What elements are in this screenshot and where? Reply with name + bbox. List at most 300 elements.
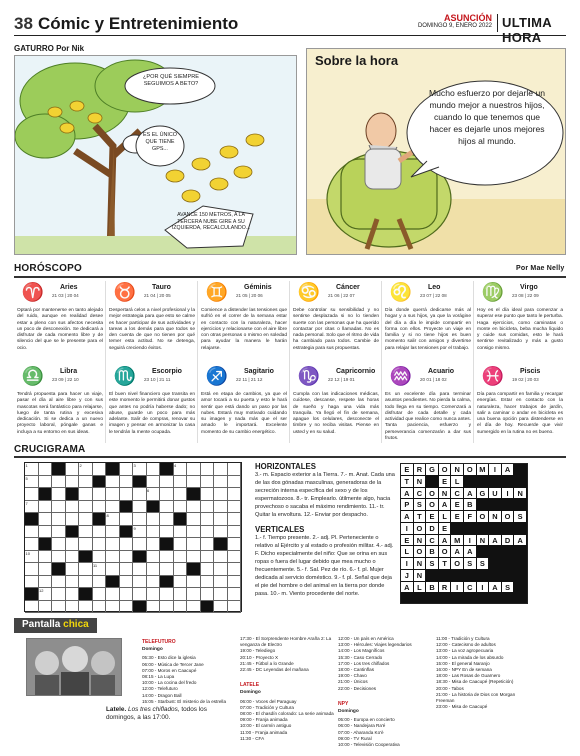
crossword-cell[interactable] bbox=[147, 563, 161, 576]
crossword-cell[interactable] bbox=[106, 538, 120, 551]
clue-number: 11 bbox=[93, 563, 98, 568]
crossword-cell[interactable] bbox=[214, 563, 228, 576]
solution-cell: N bbox=[514, 488, 527, 500]
crossword-cell[interactable] bbox=[52, 501, 66, 514]
crossword-cell[interactable] bbox=[174, 501, 188, 514]
crossword-cell[interactable] bbox=[52, 576, 66, 589]
crossword-cell[interactable] bbox=[214, 588, 228, 601]
program-listing: 07:00 - Aharanda Ko'è bbox=[338, 729, 384, 735]
crossword-cell[interactable] bbox=[201, 488, 215, 501]
crossword-cell[interactable] bbox=[160, 513, 174, 526]
crossword-grid[interactable] bbox=[24, 462, 242, 612]
solution-cell bbox=[514, 558, 527, 570]
solution-cell: O bbox=[426, 499, 439, 511]
crossword-cell[interactable] bbox=[93, 538, 107, 551]
solution-cell: A bbox=[464, 546, 477, 558]
crossword-cell[interactable] bbox=[93, 463, 107, 476]
crossword-cell[interactable] bbox=[106, 488, 120, 501]
solution-cell bbox=[477, 570, 490, 582]
crossword-cell[interactable] bbox=[147, 513, 161, 526]
crossword-cell[interactable] bbox=[106, 563, 120, 576]
program-listing: 18:30 - Misa de Caacupé (Repetición) bbox=[436, 679, 514, 685]
program-listing: 10:00 - Televisión Cooperativa bbox=[338, 742, 400, 748]
solution-cell: M bbox=[451, 535, 464, 547]
crossword-cell[interactable] bbox=[214, 601, 228, 614]
archer-icon: ♐ bbox=[205, 366, 229, 386]
caption-show: Los tres chiflados, bbox=[128, 706, 180, 713]
crossword-cell[interactable] bbox=[214, 513, 228, 526]
crossword-cell[interactable] bbox=[174, 576, 188, 589]
maiden-icon: ♍ bbox=[481, 282, 505, 302]
crossword-cell[interactable] bbox=[214, 476, 228, 489]
solution-cell: A bbox=[439, 535, 452, 547]
crossword-cell[interactable] bbox=[147, 588, 161, 601]
crossword-cell[interactable] bbox=[147, 526, 161, 539]
crossword-cell bbox=[160, 576, 174, 589]
crossword-cell[interactable] bbox=[25, 501, 39, 514]
program-listing: 05:30 - Esto dice la iglesia bbox=[142, 655, 196, 661]
crossword-cell[interactable] bbox=[39, 588, 53, 601]
solution-cell: C bbox=[426, 535, 439, 547]
tv-photo bbox=[26, 638, 122, 696]
fish-icon: ♓ bbox=[481, 366, 505, 386]
sign-text: Despertará celos a nivel profesional y la mejor estrategia para que esto se calme es hacer participar de sus actividades y tareas a los demás para que todos se den cuenta de que no tienen por qué temer esta actitud. No se detenga, seguirá creciendo éxitos. bbox=[109, 308, 195, 351]
crossword-cell[interactable] bbox=[39, 476, 53, 489]
crossword-cell[interactable] bbox=[120, 588, 134, 601]
solution-cell: E bbox=[401, 464, 414, 476]
crossword-cell[interactable] bbox=[79, 476, 93, 489]
crossword-cell[interactable] bbox=[201, 588, 215, 601]
clue-number: 2 bbox=[79, 463, 82, 468]
gaturro-comic bbox=[14, 55, 297, 255]
crossword-cell[interactable] bbox=[66, 551, 80, 564]
schedule-day: Domingo bbox=[240, 690, 261, 696]
solution-cell: C bbox=[414, 488, 427, 500]
solution-cell: E bbox=[439, 523, 452, 535]
crossword-cell[interactable] bbox=[93, 488, 107, 501]
crossword-cell[interactable] bbox=[174, 488, 188, 501]
crossword-cell bbox=[160, 463, 177, 476]
program-listing: 15:00 - El general Naranjo bbox=[436, 660, 490, 666]
crossword-cell[interactable] bbox=[201, 576, 215, 589]
program-listing: 13:00 - Hércules: Viajes legendarios bbox=[338, 642, 412, 648]
crossword-cell[interactable] bbox=[187, 551, 201, 564]
crossword-cell[interactable] bbox=[133, 488, 150, 501]
clue-number: 10 bbox=[25, 550, 30, 556]
crossword-cell bbox=[52, 563, 66, 576]
crossword-cell[interactable] bbox=[39, 551, 53, 564]
crossword-cell[interactable] bbox=[79, 563, 93, 576]
program-listing: 10:00 - El carmín antiguo bbox=[240, 723, 292, 729]
solution-cell bbox=[489, 476, 502, 488]
crossword-cell[interactable] bbox=[79, 501, 93, 514]
clue-number: 4 bbox=[174, 463, 177, 468]
goat-icon: ♑ bbox=[297, 366, 321, 386]
crossword-cell[interactable] bbox=[120, 463, 134, 476]
crossword-cell[interactable] bbox=[25, 601, 39, 614]
tv-label-1: Pantalla bbox=[22, 619, 61, 630]
solution-cell: A bbox=[514, 535, 527, 547]
tv-photo-caption bbox=[106, 706, 220, 722]
solution-cell: N bbox=[477, 535, 490, 547]
solution-cell: A bbox=[401, 582, 414, 594]
schedule-day: Domingo bbox=[142, 647, 163, 653]
crossword-cell[interactable] bbox=[228, 538, 242, 551]
solution-cell: A bbox=[502, 464, 515, 476]
crossword-cell[interactable] bbox=[66, 588, 80, 601]
solution-cell: E bbox=[426, 511, 439, 523]
crossword-cell[interactable] bbox=[120, 551, 134, 564]
crossword-cell[interactable] bbox=[93, 551, 107, 564]
solution-cell: A bbox=[489, 535, 502, 547]
crossword-cell[interactable] bbox=[66, 463, 80, 476]
program-listing: 14:00 - La mirada de los absurdo bbox=[436, 654, 504, 660]
crossword-cell[interactable] bbox=[66, 501, 80, 514]
crossword-cell[interactable] bbox=[228, 526, 242, 539]
crossword-cell[interactable] bbox=[52, 526, 66, 539]
crossword-cell[interactable] bbox=[228, 513, 242, 526]
solution-cell: L bbox=[439, 511, 452, 523]
crossword-cell[interactable] bbox=[93, 601, 107, 614]
program-listing: 18:00 - Cantinflas bbox=[338, 667, 375, 673]
crossword-cell[interactable] bbox=[52, 601, 66, 614]
crossword-cell[interactable] bbox=[147, 601, 161, 614]
crossword-cell[interactable] bbox=[133, 538, 147, 551]
solution-cell: O bbox=[414, 546, 427, 558]
sign-name: Escorpio bbox=[152, 368, 182, 375]
crossword-cell[interactable] bbox=[106, 601, 120, 614]
crossword-cell[interactable] bbox=[120, 601, 134, 614]
solution-cell: N bbox=[414, 558, 427, 570]
crossword-cell[interactable] bbox=[147, 488, 161, 501]
crossword-cell bbox=[214, 538, 228, 551]
crossword-cell[interactable] bbox=[52, 488, 66, 501]
crossword-cell[interactable] bbox=[39, 513, 53, 526]
crossword-cell[interactable] bbox=[160, 488, 174, 501]
solution-cell: A bbox=[489, 582, 502, 594]
crossword-solution bbox=[400, 463, 528, 604]
solution-cell: C bbox=[451, 488, 464, 500]
crossword-cell[interactable] bbox=[79, 488, 93, 501]
crossword-cell[interactable] bbox=[52, 513, 66, 526]
crossword-cell[interactable] bbox=[66, 576, 80, 589]
crossword-cell bbox=[39, 538, 53, 551]
crossword-cell[interactable] bbox=[147, 463, 161, 476]
program-listing: 21:00 - Únicos bbox=[338, 679, 368, 685]
program-listing: 09:00 - TV Rural bbox=[338, 735, 372, 741]
crossword-cell bbox=[66, 526, 80, 539]
crossword-cell[interactable] bbox=[66, 538, 80, 551]
solution-cell bbox=[426, 476, 439, 488]
crossword-cell[interactable] bbox=[93, 576, 107, 589]
crossword-cell[interactable] bbox=[52, 588, 66, 601]
clue-number: 7 bbox=[25, 500, 28, 506]
program-listing: 06:00 - Voces del Paraguay bbox=[240, 698, 297, 704]
horizontales-heading: HORIZONTALES bbox=[255, 462, 316, 471]
solution-cell: F bbox=[464, 511, 477, 523]
crossword-cell[interactable] bbox=[133, 513, 147, 526]
column-divider bbox=[473, 281, 474, 443]
crossword-cell[interactable] bbox=[214, 463, 228, 476]
sign-dates: 23 07 | 22 08 bbox=[420, 293, 447, 298]
crossword-cell[interactable] bbox=[187, 588, 201, 601]
crossword-cell[interactable] bbox=[160, 551, 174, 564]
solution-cell: R bbox=[414, 464, 427, 476]
sign-name: Capricornio bbox=[336, 368, 376, 375]
crossword-cell[interactable] bbox=[25, 488, 39, 501]
crossword-cell[interactable] bbox=[39, 463, 53, 476]
crossword-cell[interactable] bbox=[147, 576, 161, 589]
brand-city: ASUNCIÓN bbox=[443, 13, 492, 23]
crossword-cell[interactable] bbox=[106, 476, 120, 489]
crossword-cell[interactable] bbox=[52, 538, 66, 551]
solution-cell bbox=[514, 499, 527, 511]
sign-dates: 19 02 | 20 03 bbox=[512, 377, 539, 382]
sign-name: Acuario bbox=[428, 368, 455, 375]
crossword-cell[interactable] bbox=[160, 601, 174, 614]
section-title: Cómic y Entretenimiento bbox=[38, 14, 239, 33]
crossword-cell[interactable] bbox=[147, 476, 161, 489]
crossword-cell[interactable] bbox=[187, 513, 201, 526]
program-listing: 14:00 - Dragon Ball bbox=[142, 692, 182, 698]
comic-title: Sobre la hora bbox=[315, 53, 399, 68]
program-listing: 15:30 - Caso Cerrado bbox=[338, 654, 383, 660]
sign-text: Cumpla con las indicaciones médicas, cuídese, descanse, respete las horas de sueño y haga una vida más tranquila. Ya llegó el fin de semana, apague los celulares, desconecte el timbre y no reciba visitas. Piense en usted y en su salud. bbox=[293, 392, 379, 435]
crossword-cell[interactable] bbox=[39, 501, 53, 514]
crossword-cell[interactable] bbox=[106, 551, 120, 564]
crossword-cell[interactable] bbox=[25, 463, 39, 476]
solution-cell bbox=[464, 476, 477, 488]
crossword-cell[interactable] bbox=[93, 501, 107, 514]
solution-cell: E bbox=[439, 476, 452, 488]
solution-cell: N bbox=[451, 464, 464, 476]
crossword-cell[interactable] bbox=[120, 576, 134, 589]
crossword-cell[interactable] bbox=[187, 576, 201, 589]
solution-cell bbox=[451, 523, 464, 535]
crossword-cell[interactable] bbox=[174, 601, 188, 614]
crossword-cell[interactable] bbox=[106, 501, 120, 514]
crossword-cell[interactable] bbox=[201, 526, 215, 539]
crossword-cell[interactable] bbox=[120, 476, 134, 489]
solution-cell bbox=[477, 546, 490, 558]
crossword-cell[interactable] bbox=[174, 463, 188, 476]
crossword-cell[interactable] bbox=[228, 476, 242, 489]
solution-cell: B bbox=[426, 582, 439, 594]
crossword-cell bbox=[93, 476, 107, 489]
crossword-cell[interactable] bbox=[25, 563, 39, 576]
crossword-cell[interactable] bbox=[214, 551, 228, 564]
horoscope-byline: Por Mae Nelly bbox=[516, 265, 565, 272]
program-listing: 18:00 - Las Rosas de Guarnero bbox=[436, 673, 501, 679]
crossword-cell[interactable] bbox=[79, 601, 93, 614]
crossword-cell[interactable] bbox=[160, 526, 174, 539]
solution-cell bbox=[439, 570, 452, 582]
program-listing: 19:00 - Telediego bbox=[240, 648, 276, 654]
crossword-cell[interactable] bbox=[187, 601, 201, 614]
caption-time: todos los domingos, a las 17:00. bbox=[106, 706, 207, 721]
crossword-cell[interactable] bbox=[174, 476, 188, 489]
crossword-cell[interactable] bbox=[201, 513, 215, 526]
program-listing: 11:00 - Franja animada bbox=[240, 729, 288, 735]
solution-cell: S bbox=[514, 511, 527, 523]
crossword-cell[interactable] bbox=[174, 588, 188, 601]
crossword-cell[interactable] bbox=[66, 476, 80, 489]
crossword-cell[interactable] bbox=[187, 501, 201, 514]
crossword-cell[interactable] bbox=[120, 513, 134, 526]
crossword-cell[interactable] bbox=[39, 526, 53, 539]
crossword-cell[interactable] bbox=[39, 576, 53, 589]
crossword-cell[interactable] bbox=[52, 551, 66, 564]
crossword-cell[interactable] bbox=[120, 488, 134, 501]
crossword-cell[interactable] bbox=[39, 563, 53, 576]
crossword-cell[interactable] bbox=[66, 563, 80, 576]
program-listing: 19:00 - Chavo bbox=[338, 673, 367, 679]
clue-number: 3 bbox=[133, 463, 136, 468]
solution-cell: L bbox=[414, 582, 427, 594]
crossword-cell[interactable] bbox=[228, 488, 242, 501]
crossword-cell[interactable] bbox=[25, 576, 39, 589]
crossword-cell[interactable] bbox=[174, 526, 188, 539]
crossword-cell[interactable] bbox=[201, 463, 215, 476]
solution-cell: O bbox=[464, 464, 477, 476]
crossword-cell[interactable] bbox=[201, 501, 215, 514]
program-listing: 16:00 - NPY En de semana bbox=[436, 667, 492, 673]
program-listing: 10:00 - La cocina del fredo bbox=[142, 680, 197, 686]
clue-number: 5 bbox=[25, 475, 28, 481]
crossword-cell[interactable] bbox=[133, 501, 147, 514]
solution-cell bbox=[489, 523, 502, 535]
crossword-cell[interactable] bbox=[147, 538, 161, 551]
crossword-cell[interactable] bbox=[228, 501, 242, 514]
solution-cell bbox=[502, 570, 515, 582]
solution-cell bbox=[502, 523, 515, 535]
solution-cell: I bbox=[477, 582, 490, 594]
crossword-cell[interactable] bbox=[228, 576, 242, 589]
crossword-cell[interactable] bbox=[39, 601, 53, 614]
program-listing: 23:00 - Misa de Caacupé bbox=[436, 704, 488, 710]
newspaper-name: ULTIMA HORA bbox=[502, 15, 552, 45]
twins-icon: ♊ bbox=[205, 282, 229, 302]
crossword-cell[interactable] bbox=[214, 501, 228, 514]
crossword-cell[interactable] bbox=[120, 563, 134, 576]
tv-schedule-column bbox=[338, 636, 432, 748]
crossword-cell[interactable] bbox=[66, 601, 80, 614]
crossword-cell[interactable] bbox=[133, 588, 147, 601]
solution-cell bbox=[502, 558, 515, 570]
crossword-cell[interactable] bbox=[25, 476, 39, 489]
sign-dates: 22 12 | 19 01 bbox=[328, 377, 355, 382]
crossword-cell[interactable] bbox=[201, 538, 215, 551]
crossword-cell[interactable] bbox=[133, 563, 147, 576]
crossword-cell[interactable] bbox=[201, 476, 215, 489]
crossword-cell[interactable] bbox=[147, 551, 161, 564]
crossword-cell[interactable] bbox=[66, 513, 80, 526]
crossword-cell[interactable] bbox=[228, 463, 242, 476]
crossword-cell[interactable] bbox=[79, 576, 93, 589]
crossword-cell[interactable] bbox=[228, 551, 242, 564]
sign-dates: 23 08 | 22 09 bbox=[512, 293, 539, 298]
crossword-cell[interactable] bbox=[160, 501, 174, 514]
crossword-cell[interactable] bbox=[79, 513, 93, 526]
solution-cell: B bbox=[426, 546, 439, 558]
column-divider bbox=[289, 281, 290, 443]
crossword-cell[interactable] bbox=[187, 538, 201, 551]
crossword-cell[interactable] bbox=[160, 588, 174, 601]
crossword-cell[interactable] bbox=[214, 576, 228, 589]
crossword-cell[interactable] bbox=[201, 563, 215, 576]
solution-cell bbox=[489, 546, 502, 558]
sign-name: Leo bbox=[428, 284, 441, 291]
crossword-cell[interactable] bbox=[79, 463, 93, 476]
three-stooges-photo bbox=[27, 639, 122, 696]
solution-cell: P bbox=[401, 499, 414, 511]
tv-schedule bbox=[14, 618, 566, 746]
tv-section-label bbox=[14, 618, 97, 633]
crossword-cell[interactable] bbox=[93, 563, 107, 576]
crossword-cell[interactable] bbox=[228, 601, 242, 614]
crossword-cell[interactable] bbox=[133, 463, 147, 476]
crossword-cell[interactable] bbox=[25, 526, 39, 539]
crossword-cell[interactable] bbox=[160, 476, 174, 489]
solution-cell bbox=[451, 570, 464, 582]
crossword-cell bbox=[106, 576, 120, 589]
program-listing: 09:00 - Franja animada bbox=[240, 717, 288, 723]
crossword-cell[interactable] bbox=[187, 476, 201, 489]
crossword-cell[interactable] bbox=[174, 563, 188, 576]
crossword-cell[interactable] bbox=[120, 538, 134, 551]
solution-cell: S bbox=[477, 558, 490, 570]
program-listing: 21:00 - La historia de Dios con Morgan Freeman bbox=[436, 691, 516, 704]
clue-number: 1 bbox=[25, 463, 28, 468]
crossword-cell[interactable] bbox=[25, 551, 39, 564]
crossword-cell[interactable] bbox=[133, 576, 147, 589]
crossword-cell[interactable] bbox=[228, 588, 242, 601]
crossword-cell[interactable] bbox=[160, 563, 174, 576]
solution-cell: O bbox=[439, 546, 452, 558]
crossword-cell[interactable] bbox=[174, 551, 188, 564]
solution-cell bbox=[502, 499, 515, 511]
page-header bbox=[14, 12, 566, 45]
crossword-cell[interactable] bbox=[93, 526, 107, 539]
crossword-cell bbox=[187, 563, 201, 576]
clue-number: 12 bbox=[39, 588, 44, 593]
crossword-cell[interactable] bbox=[214, 526, 228, 539]
crossword-cell[interactable] bbox=[187, 463, 201, 476]
crossword-cell[interactable] bbox=[52, 476, 66, 489]
crossword-cell[interactable] bbox=[228, 563, 242, 576]
crossword-cell[interactable] bbox=[25, 538, 39, 551]
solution-cell bbox=[464, 570, 477, 582]
crossword-cell[interactable] bbox=[79, 538, 93, 551]
crossword-cell[interactable] bbox=[187, 526, 201, 539]
crossword-cell[interactable] bbox=[106, 588, 120, 601]
crossword-cell[interactable] bbox=[93, 588, 107, 601]
crossword-cell[interactable] bbox=[133, 526, 147, 539]
channel-name: LATELE bbox=[240, 682, 260, 689]
solution-cell: N bbox=[439, 488, 452, 500]
solution-cell: N bbox=[414, 535, 427, 547]
crossword-cell[interactable] bbox=[174, 538, 188, 551]
solution-cell: M bbox=[477, 464, 490, 476]
crossword-cell[interactable] bbox=[214, 488, 228, 501]
crossword-cell[interactable] bbox=[106, 526, 120, 539]
crossword-cell[interactable] bbox=[106, 513, 120, 526]
solution-cell: O bbox=[477, 511, 490, 523]
crossword-cell[interactable] bbox=[201, 551, 215, 564]
crossword-cell[interactable] bbox=[79, 526, 93, 539]
solution-cell: I bbox=[489, 464, 502, 476]
sobre-la-hora-comic bbox=[306, 48, 566, 255]
